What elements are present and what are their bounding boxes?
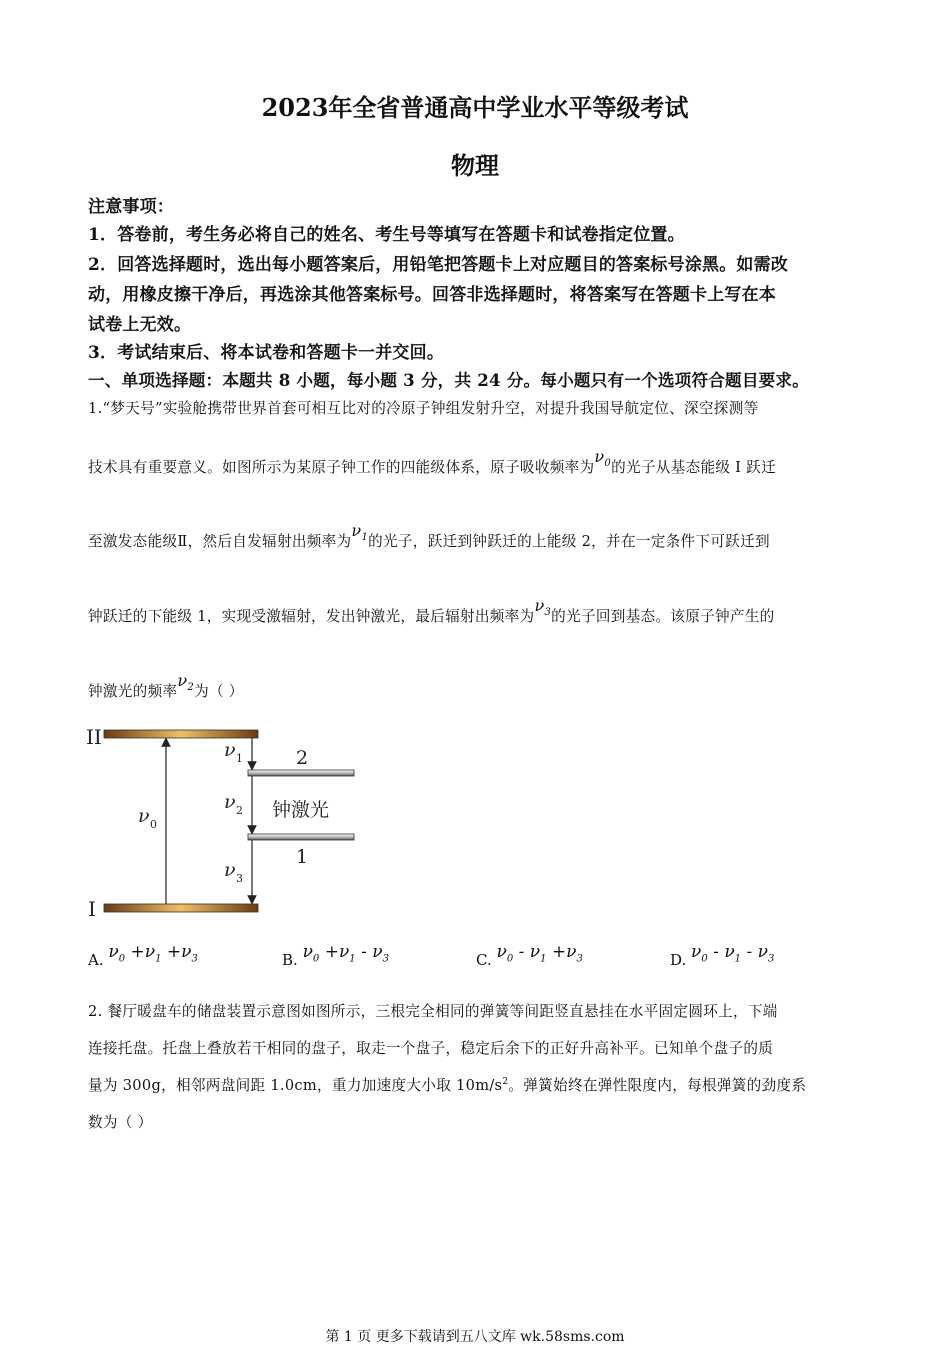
level-2-bar [248, 770, 354, 776]
q1-line-4-text-b: 的光子回到基态。该原子钟产生的 [551, 608, 775, 625]
notice-item-2-line-1: 2．回答选择题时，选出每小题答案后，用铅笔把答题卡上对应题目的答案标号涂黑。如需改 [88, 255, 789, 275]
page-footer: 第 1 页 更多下载请到五八文库 wk.58sms.com [325, 1329, 625, 1345]
option-c[interactable]: C. $\nu_0 - \nu_1 +\nu_3$ [476, 942, 583, 969]
option-a[interactable]: A. $\nu_0 +\nu_1 +\nu_3$ [88, 942, 198, 969]
label-level-I: I [88, 897, 96, 921]
notice-item-1: 1．答卷前，考生务必将自己的姓名、考生号等填写在答题卡和试卷指定位置。 [88, 225, 685, 245]
label-v3: ν [224, 859, 236, 881]
label-v1: ν [224, 739, 236, 761]
q1-line-3 [88, 521, 770, 553]
notice-heading: 注意事项： [88, 197, 174, 217]
q1-line-2 [88, 447, 776, 479]
q1-line-2-text-a: 技术具有重要意义。如图所示为某原子钟工作的四能级体系，原子吸收频率为 [88, 459, 595, 476]
label-v3-sub: 3 [236, 872, 243, 885]
symbol-v1: $\nu_1$ [351, 521, 369, 544]
label-v0-sub: 0 [150, 818, 157, 831]
symbol-v0: $\nu_0$ [594, 447, 612, 470]
q2-line-2: 连接托盘。托盘上叠放若干相同的盘子，取走一个盘子，稳定后余下的正好升高补平。已知单个盘子的质 [88, 1040, 774, 1057]
level-II-bar [104, 730, 258, 738]
label-v0: ν [138, 805, 150, 827]
energy-level-diagram [80, 720, 370, 925]
q1-line-3-text-b: 的光子，跃迁到钟跃迁的上能级 2，并在一定条件下可跃迁到 [368, 533, 770, 550]
label-level-2: 2 [296, 747, 309, 769]
notice-item-2-line-3: 试卷上无效。 [88, 315, 192, 335]
notice-item-2-line-2: 动，用橡皮擦干净后，再选涂其他答案标号。回答非选择题时，将答案写在答题卡上写在本 [88, 285, 776, 305]
section-1-heading: 一、单项选择题：本题共 8 小题，每小题 3 分，共 24 分。每小题只有一个选项符合题目要求。 [88, 370, 810, 390]
label-level-1: 1 [296, 846, 309, 868]
exam-title: 2023年全省普通高中学业水平等级考试 [261, 93, 689, 122]
q1-line-1: 1.“梦天号”实验舱携带世界首套可相互比对的冷原子钟组发射升空，对提升我国导航定位、深空探测等 [88, 400, 759, 417]
subject-title: 物理 [451, 151, 499, 180]
q1-line-3-text-a: 至激发态能级Ⅱ，然后自发辐射出频率为 [88, 533, 352, 550]
q1-line-5-text-b: 为（ ） [194, 683, 244, 700]
q1-line-5 [88, 671, 244, 703]
symbol-v2: $\nu_2$ [177, 671, 195, 694]
q1-line-4 [88, 596, 775, 628]
level-1-bar [248, 834, 354, 840]
q2-line-3: 量为 300g，相邻两盘间距 1.0cm，重力加速度大小取 $10m/s^2$。弹簧始终在弹性限度内，每根弹簧的劲度系 [88, 1077, 807, 1094]
q2-line-4: 数为（ ） [88, 1114, 153, 1131]
q1-line-2-text-b: 的光子从基态能级 I 跃迁 [611, 459, 776, 476]
label-clock-laser: 钟激光 [272, 799, 330, 821]
level-I-bar [104, 904, 258, 912]
symbol-v3: $\nu_3$ [534, 596, 552, 619]
q1-line-4-text-a: 钟跃迁的下能级 1，实现受激辐射，发出钟激光，最后辐射出频率为 [88, 608, 535, 625]
label-v2-sub: 2 [236, 804, 243, 817]
q1-line-5-text-a: 钟激光的频率 [88, 683, 178, 700]
option-d[interactable]: D. $\nu_0 - \nu_1 - \nu_3$ [670, 942, 775, 969]
label-v1-sub: 1 [236, 752, 243, 765]
label-v2: ν [224, 791, 236, 813]
notice-item-3: 3．考试结束后、将本试卷和答题卡一并交回。 [88, 343, 445, 363]
option-b[interactable]: B. $\nu_0 +\nu_1 - \nu_3$ [282, 942, 389, 969]
label-level-II: II [86, 725, 102, 749]
q2-line-1: 2. 餐厅暖盘车的储盘装置示意图如图所示，三根完全相同的弹簧等间距竖直悬挂在水平固定圆环上，下端 [88, 1003, 778, 1020]
